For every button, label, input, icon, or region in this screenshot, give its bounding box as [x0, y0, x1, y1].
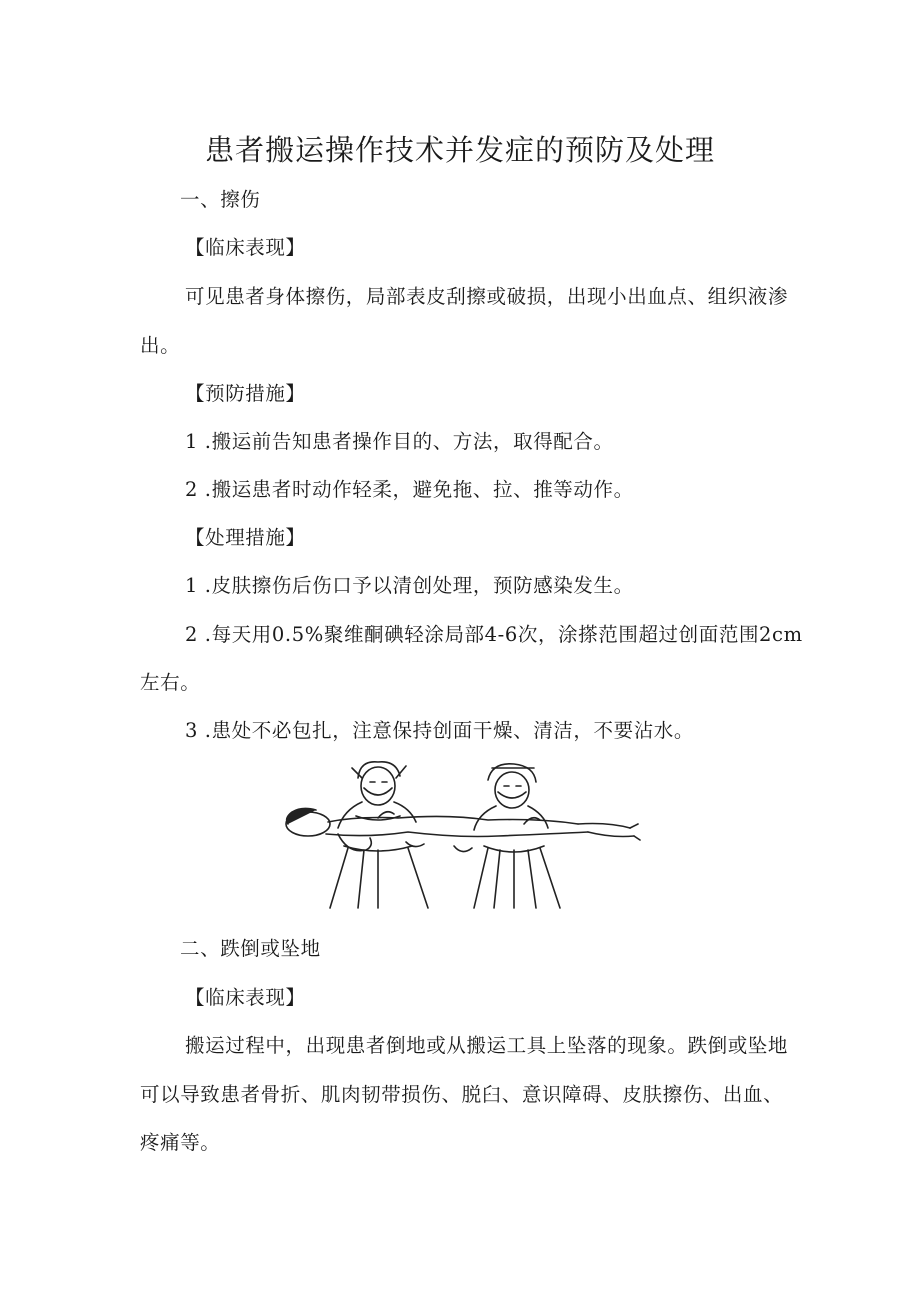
prevention-item-1: 1 .搬运前告知患者操作目的、方法，取得配合。 [185, 430, 614, 453]
section-2-heading: 二、跌倒或坠地 [180, 937, 321, 960]
prevention-item-2: 2 .搬运患者时动作轻柔，避免拖、拉、推等动作。 [185, 478, 634, 501]
section-1-heading: 一、擦伤 [180, 188, 261, 211]
prevention-label: 【预防措施】 [185, 382, 306, 405]
clinical-label: 【临床表现】 [185, 236, 306, 259]
paragraph-line: 可见患者身体擦伤，局部表皮刮擦或破损，出现小出血点、组织液渗 [185, 285, 789, 308]
paragraph-line: 可以导致患者骨折、肌肉韧带损伤、脱臼、意识障碍、皮肤擦伤、出血、 [140, 1083, 784, 1106]
paragraph-line: 出。 [140, 334, 181, 357]
treatment-item-2: 2 .每天用0.5%聚维酮碘轻涂局部4-6次，涂搽范围超过创面范围2cm [185, 623, 803, 646]
treatment-item-2-cont: 左右。 [140, 671, 201, 694]
page-title: 患者搬运操作技术并发症的预防及处理 [204, 133, 715, 167]
paragraph-line: 疼痛等。 [140, 1131, 221, 1154]
paragraph-line: 搬运过程中，出现患者倒地或从搬运工具上坠落的现象。跌倒或坠地 [185, 1034, 789, 1057]
treatment-item-3: 3 .患处不必包扎，注意保持创面干燥、清洁，不要沾水。 [185, 719, 695, 742]
nurses-carrying-patient-illustration [278, 758, 644, 918]
treatment-item-1: 1 .皮肤擦伤后伤口予以清创处理，预防感染发生。 [185, 574, 634, 597]
clinical-label: 【临床表现】 [185, 986, 306, 1009]
treatment-label: 【处理措施】 [185, 526, 306, 549]
